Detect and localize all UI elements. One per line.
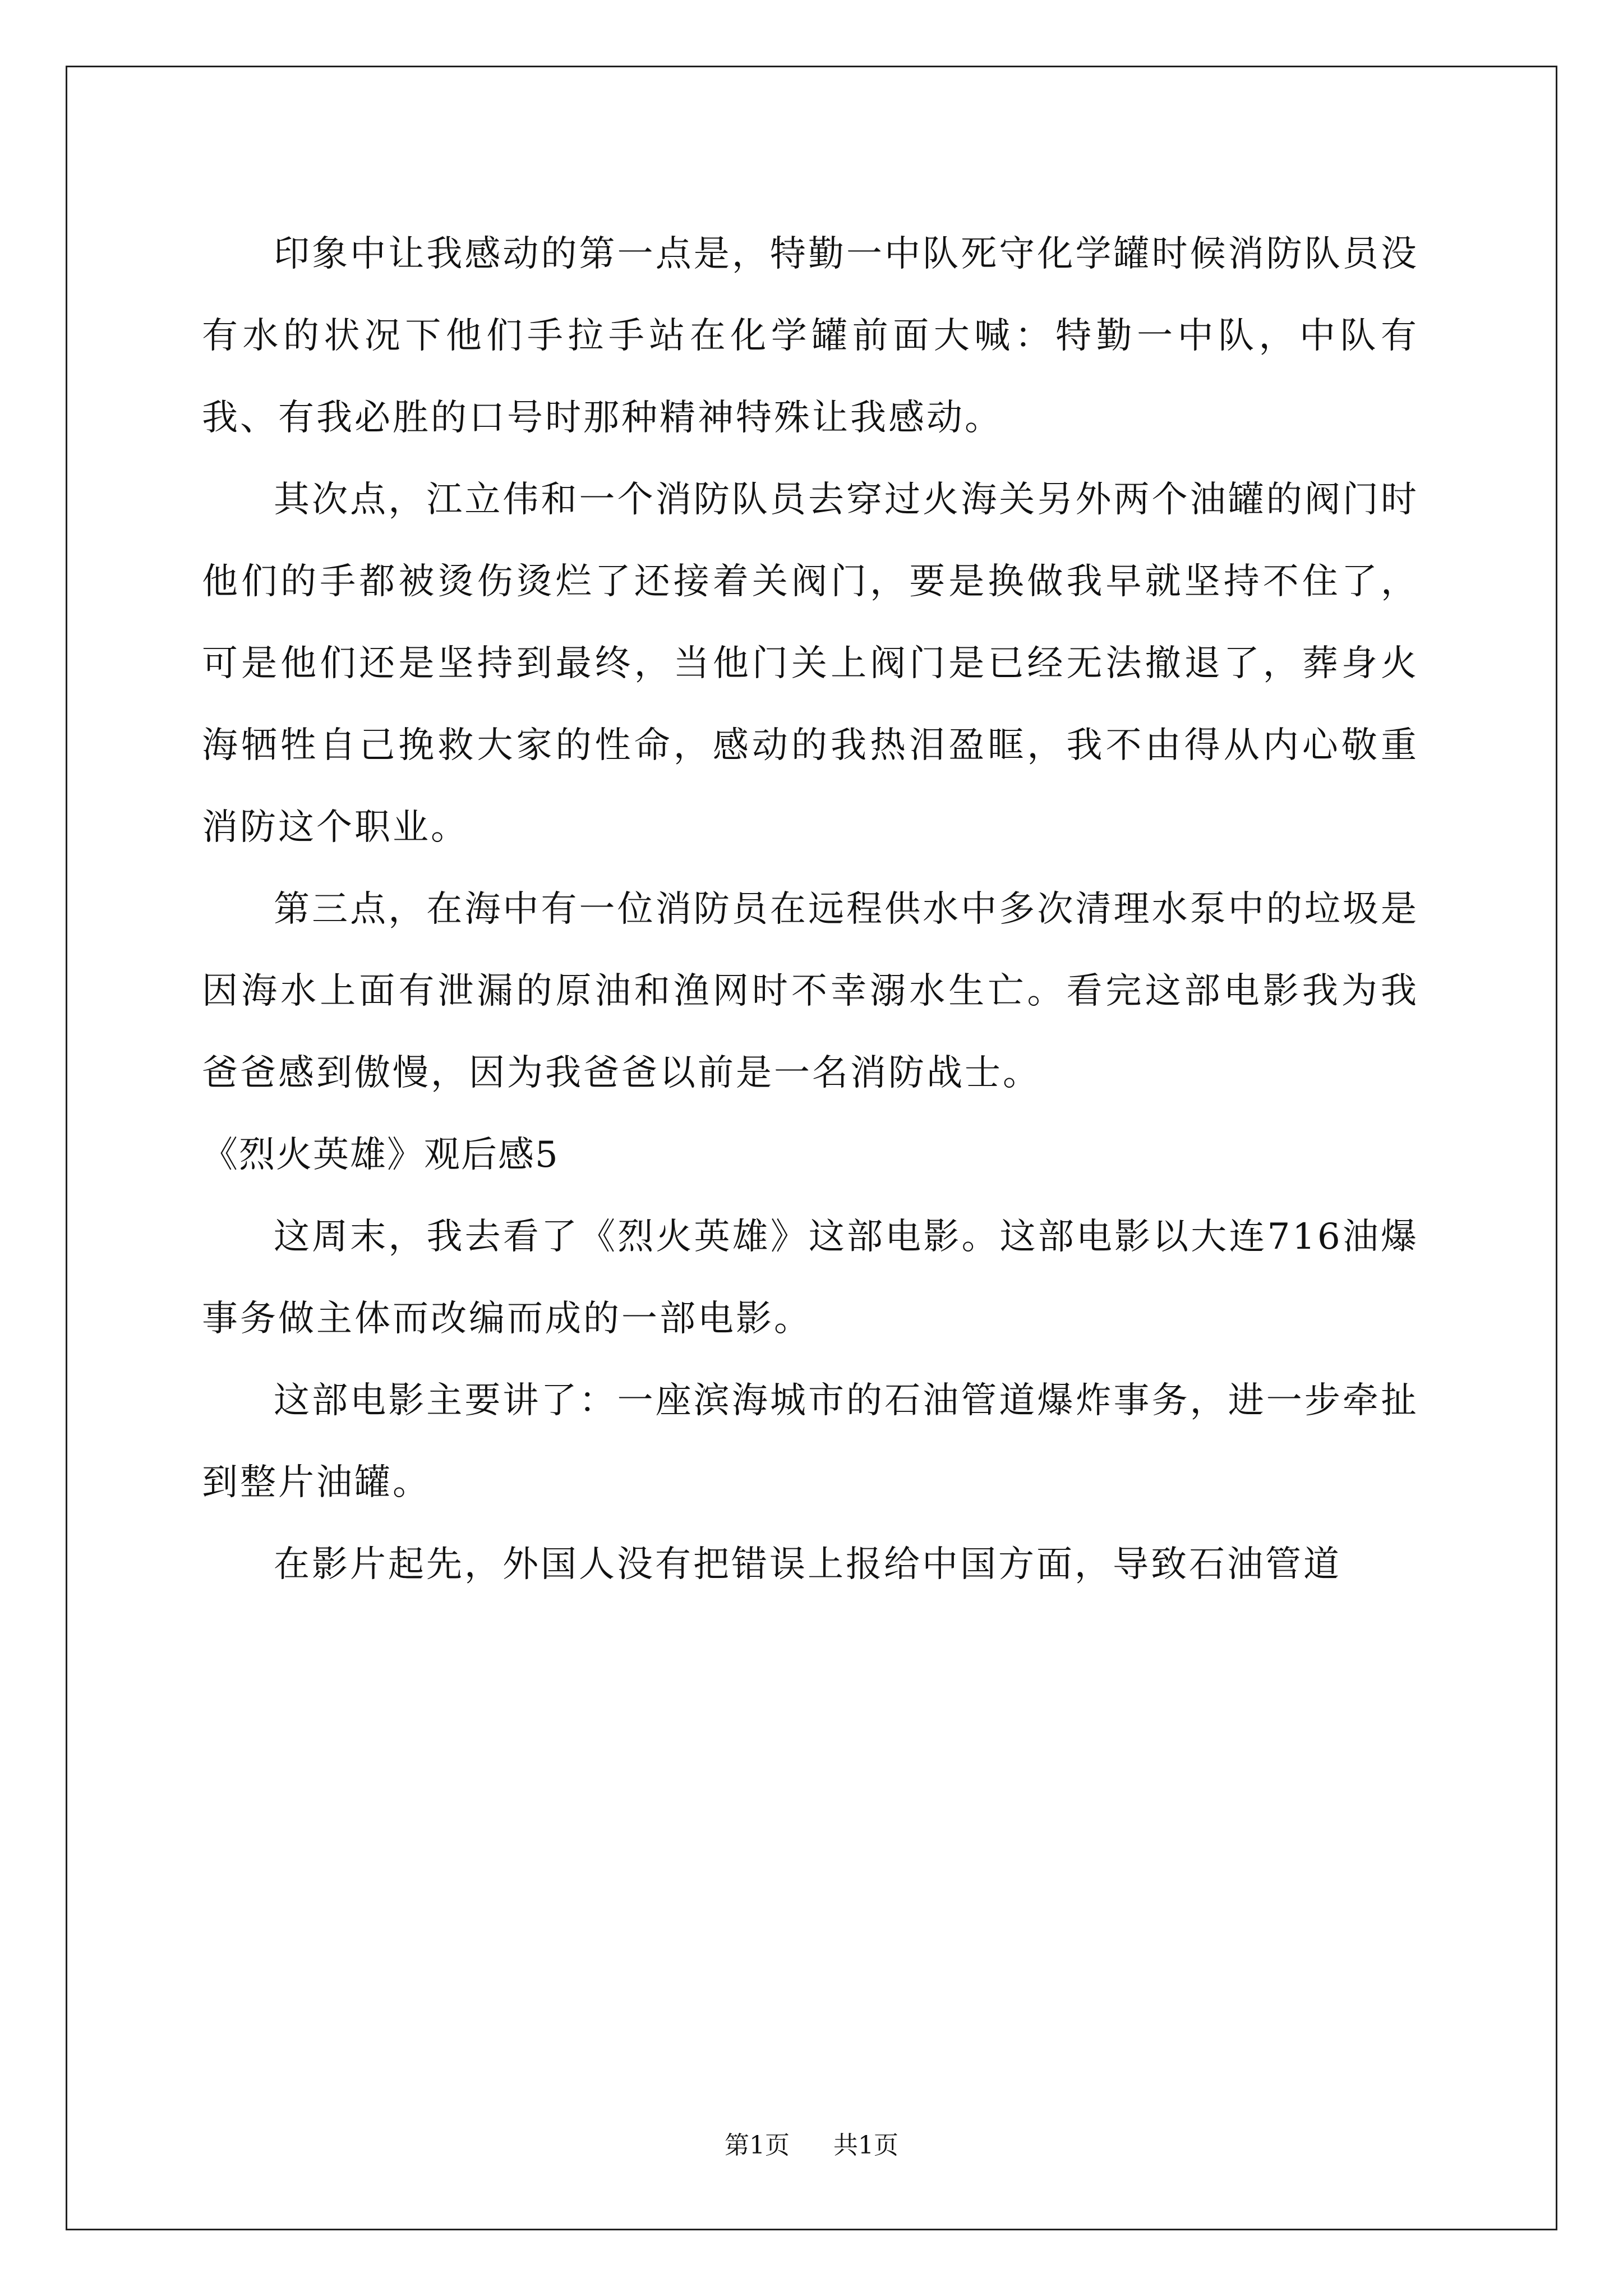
- paragraph-intro: 这周末，我去看了《烈火英雄》这部电影。这部电影以大连716油爆事务做主体而改编而成的一部电影。: [202, 1216, 1419, 1340]
- paragraph-opening: 在影片起先，外国人没有把错误上报给中国方面，导致石油管道: [274, 1544, 1341, 1585]
- page-number: 第1页: [725, 2131, 790, 2160]
- section-heading: 《烈火英雄》观后感5: [202, 1134, 559, 1176]
- document-body: [202, 213, 1419, 1605]
- paragraph-third-point: 第三点，在海中有一位消防员在远程供水中多次清理水泵中的垃圾是因海水上面有泄漏的原油和渔网时不幸溺水生亡。看完这部电影我为我爸爸感到傲慢，因为我爸爸以前是一名消防战士。: [202, 889, 1419, 1094]
- page-total: 共1页: [833, 2131, 898, 2160]
- page-footer: [0, 2125, 1623, 2161]
- paragraph-summary: 这部电影主要讲了：一座滨海城市的石油管道爆炸事务，进一步牵扯到整片油罐。: [202, 1380, 1419, 1503]
- paragraph-second-point: 其次点，江立伟和一个消防队员去穿过火海关另外两个油罐的阀门时他们的手都被烫伤烫烂了还接着关阀门，要是换做我早就坚持不住了，可是他们还是坚持到最终，当他门关上阀门是已经无法撤退了，葬身火海牺牲自己挽救大家的性命，感动的我热泪盈眶，我不由得从内心敬重消防这个职业。: [202, 479, 1419, 848]
- paragraph-first-point: 印象中让我感动的第一点是，特勤一中队死守化学罐时候消防队员没有水的状况下他们手拉手站在化学罐前面大喊：特勤一中队，中队有我、有我必胜的口号时那种精神特殊让我感动。: [202, 233, 1419, 439]
